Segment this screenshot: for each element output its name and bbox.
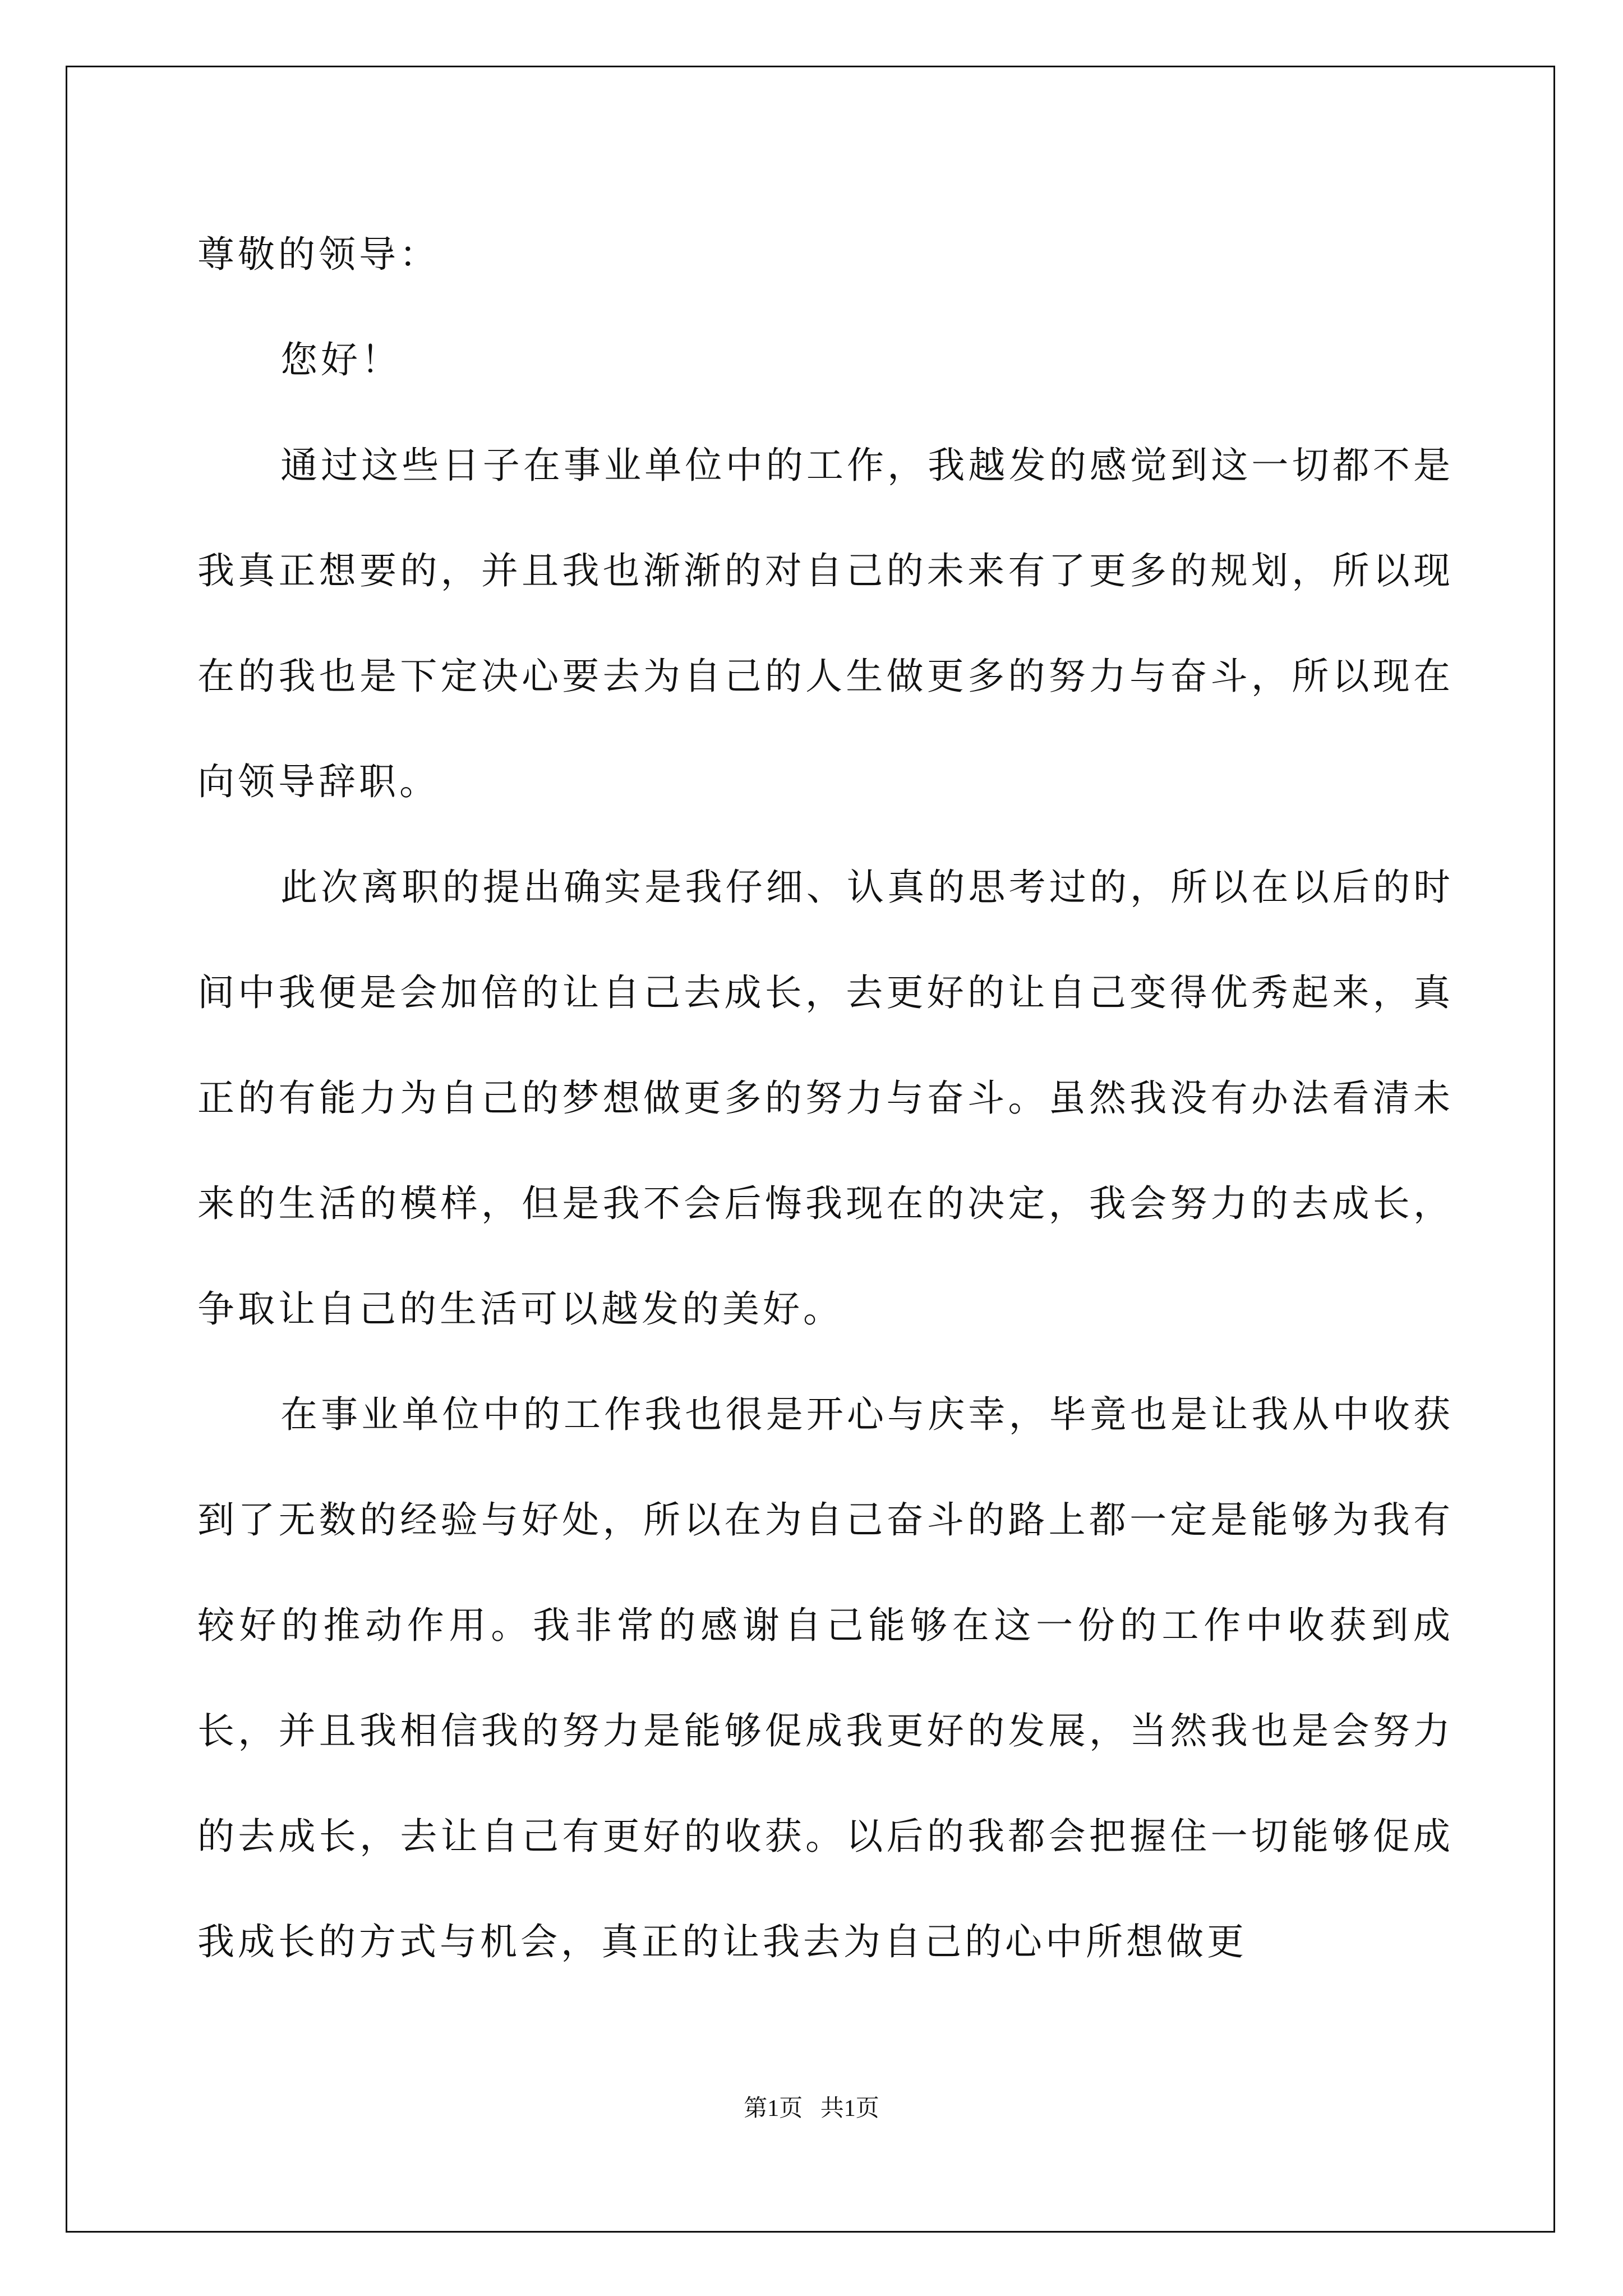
salutation: 尊敬的领导： — [197, 233, 440, 276]
greeting: 您好！ — [280, 338, 402, 381]
page-footer: 第1页 共1页 — [744, 2096, 879, 2122]
letter-body — [197, 202, 1454, 1995]
paragraph-3: 在事业单位中的工作我也很是开心与庆幸，毕竟也是让我从中收获到了无数的经验与好处，所以在为自己奋斗的路上都一定是能够为我有较好的推动作用。我非常的感谢自己能够在这一份的工作中收获到成长，并且我相信我的努力是能够促成我更好的发展，当然我也是会努力的去成长，去让自己有更好的收获。以后的我都会把握住一切能够促成我成长的方式与机会，真正的让我去为自己的心中所想做更 — [197, 1393, 1454, 1963]
paragraph-2: 此次离职的提出确实是我仔细、认真的思考过的，所以在以后的时间中我便是会加倍的让自己去成长，去更好的让自己变得优秀起来，真正的有能力为自己的梦想做更多的努力与奋斗。虽然我没有办法看清未来的生活的模样，但是我不会后悔我现在的决定，我会努力的去成长，争取让自己的生活可以越发的美好。 — [197, 866, 1454, 1331]
paragraph-1: 通过这些日子在事业单位中的工作，我越发的感觉到这一切都不是我真正想要的，并且我也渐渐的对自己的未来有了更多的规划，所以现在的我也是下定决心要去为自己的人生做更多的努力与奋斗，所以现在向领导辞职。 — [197, 444, 1454, 803]
